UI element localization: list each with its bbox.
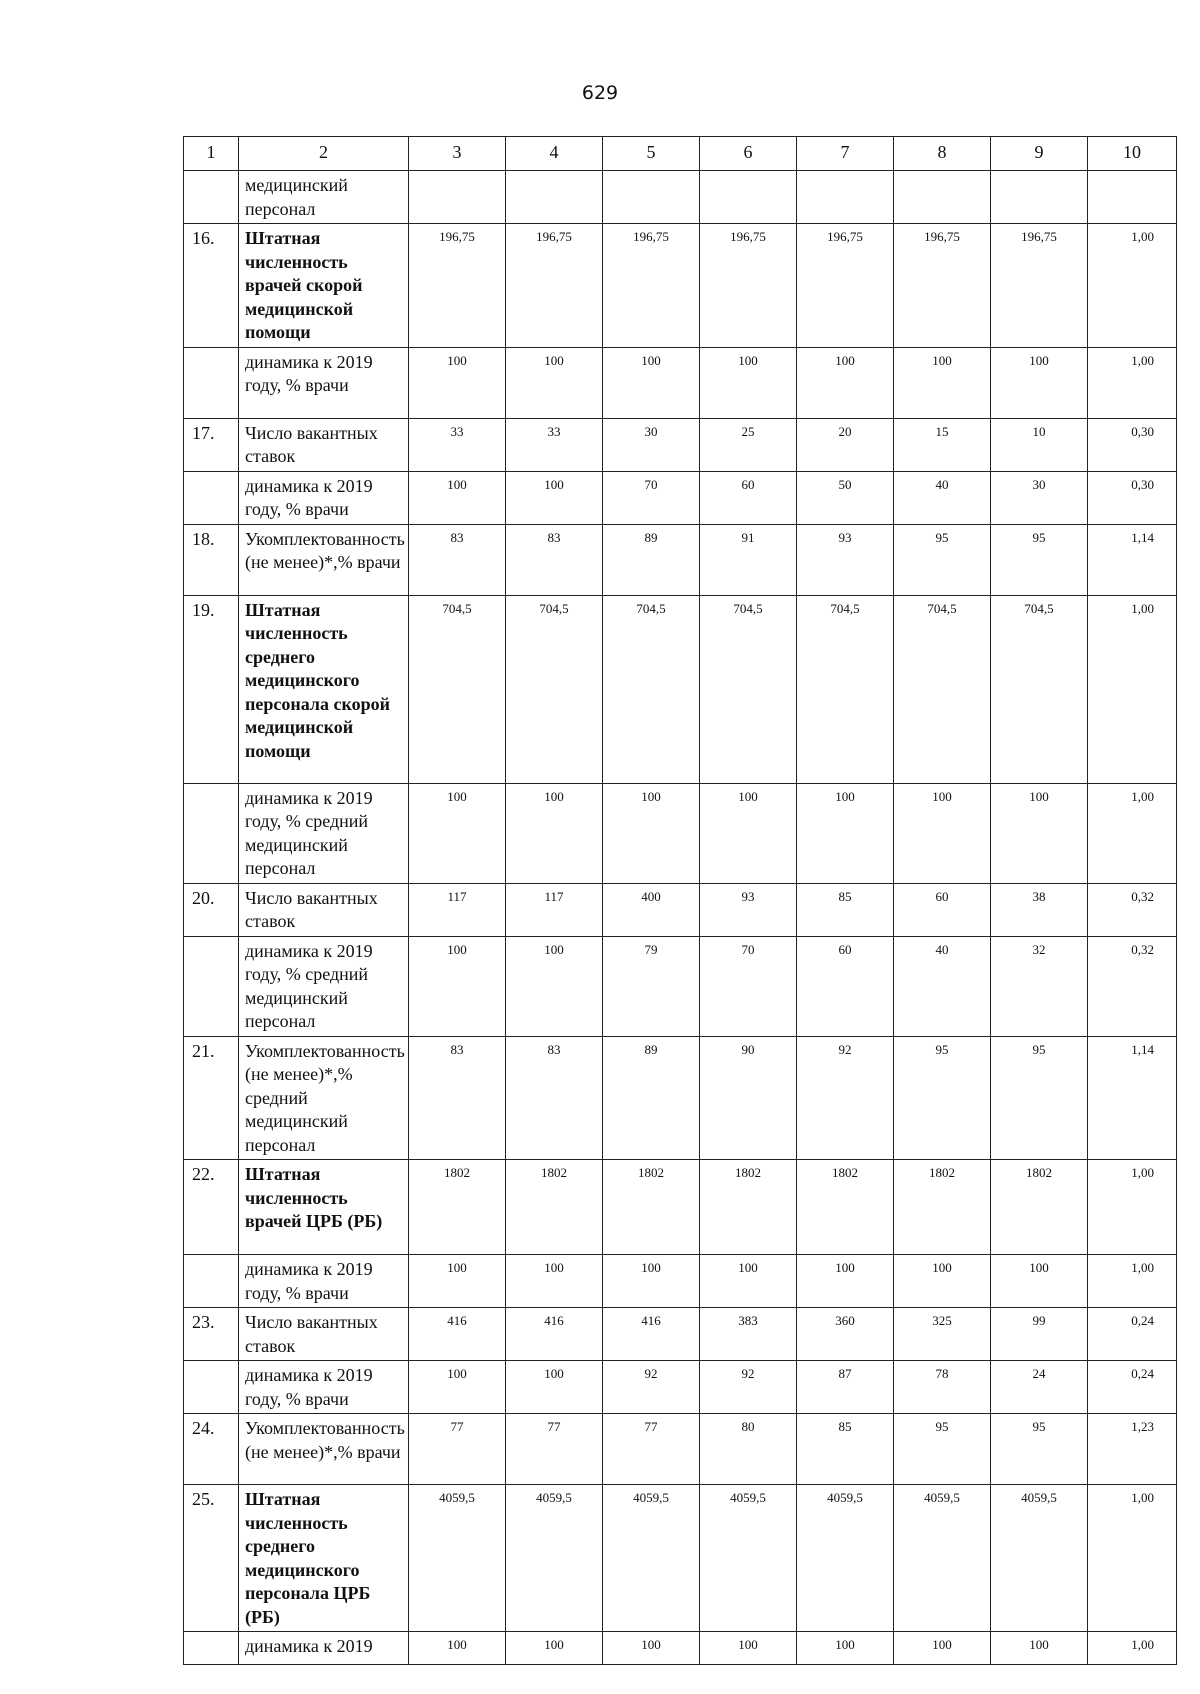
value-cell-col-7: 704,5 (797, 595, 894, 783)
value-cell-col-10: 0,32 (1088, 936, 1177, 1036)
value-cell-col-5: 704,5 (603, 595, 700, 783)
value-cell-col-9: 32 (991, 936, 1088, 1036)
value-cell-col-6: 383 (700, 1308, 797, 1361)
value-cell-col-9: 99 (991, 1308, 1088, 1361)
value-cell-col-4: 100 (506, 471, 603, 524)
value-cell-col-5: 79 (603, 936, 700, 1036)
column-header-3: 3 (409, 137, 506, 171)
column-header-9: 9 (991, 137, 1088, 171)
value-cell-col-6: 93 (700, 883, 797, 936)
value-cell-col-7: 85 (797, 883, 894, 936)
table-row (184, 936, 1177, 1036)
value-cell-col-8: 100 (894, 347, 991, 418)
table-row (184, 1632, 1177, 1665)
value-cell-col-9: 196,75 (991, 224, 1088, 348)
value-cell-col-6 (700, 171, 797, 224)
value-cell-col-6: 100 (700, 1632, 797, 1665)
value-cell-col-5: 100 (603, 1255, 700, 1308)
value-cell-col-6: 90 (700, 1036, 797, 1160)
value-cell-col-4: 100 (506, 1361, 603, 1414)
value-cell-col-10: 1,00 (1088, 595, 1177, 783)
value-cell-col-5: 89 (603, 524, 700, 595)
table-row (184, 1036, 1177, 1160)
value-cell-col-7: 20 (797, 418, 894, 471)
value-cell-col-8: 40 (894, 471, 991, 524)
value-cell-col-9: 100 (991, 1632, 1088, 1665)
value-cell-col-7: 1802 (797, 1160, 894, 1255)
value-cell-col-7: 93 (797, 524, 894, 595)
row-number: 21. (184, 1036, 239, 1160)
value-cell-col-5: 1802 (603, 1160, 700, 1255)
value-cell-col-4: 100 (506, 347, 603, 418)
column-header-10: 10 (1088, 137, 1177, 171)
value-cell-col-7: 85 (797, 1414, 894, 1485)
value-cell-col-5: 416 (603, 1308, 700, 1361)
value-cell-col-10: 1,00 (1088, 1632, 1177, 1665)
table-row (184, 1160, 1177, 1255)
value-cell-col-4: 100 (506, 936, 603, 1036)
table-row (184, 1414, 1177, 1485)
value-cell-col-4: 196,75 (506, 224, 603, 348)
value-cell-col-9: 24 (991, 1361, 1088, 1414)
column-header-5: 5 (603, 137, 700, 171)
value-cell-col-8: 95 (894, 1414, 991, 1485)
value-cell-col-6: 100 (700, 347, 797, 418)
row-number (184, 1255, 239, 1308)
row-label: медицинский персонал (239, 171, 409, 224)
value-cell-col-8: 40 (894, 936, 991, 1036)
value-cell-col-3: 100 (409, 1255, 506, 1308)
value-cell-col-7: 87 (797, 1361, 894, 1414)
value-cell-col-3: 100 (409, 347, 506, 418)
value-cell-col-10: 1,00 (1088, 1485, 1177, 1632)
value-cell-col-10: 1,14 (1088, 1036, 1177, 1160)
row-number: 17. (184, 418, 239, 471)
row-label: Штатная численность врачей ЦРБ (РБ) (239, 1160, 409, 1255)
value-cell-col-10: 1,00 (1088, 1160, 1177, 1255)
row-label: динамика к 2019 году, % средний медицинский персонал (239, 783, 409, 883)
column-header-2: 2 (239, 137, 409, 171)
value-cell-col-6: 704,5 (700, 595, 797, 783)
row-number (184, 471, 239, 524)
value-cell-col-6: 92 (700, 1361, 797, 1414)
value-cell-col-6: 196,75 (700, 224, 797, 348)
value-cell-col-10: 1,00 (1088, 783, 1177, 883)
value-cell-col-4: 83 (506, 524, 603, 595)
row-label: Штатная численность среднего медицинского персонала скорой медицинской помощи (239, 595, 409, 783)
table-row (184, 524, 1177, 595)
value-cell-col-8: 95 (894, 1036, 991, 1160)
value-cell-col-9 (991, 171, 1088, 224)
value-cell-col-6: 25 (700, 418, 797, 471)
value-cell-col-7: 100 (797, 347, 894, 418)
value-cell-col-7: 92 (797, 1036, 894, 1160)
column-header-1: 1 (184, 137, 239, 171)
table-row (184, 418, 1177, 471)
value-cell-col-8: 78 (894, 1361, 991, 1414)
row-number (184, 936, 239, 1036)
column-header-7: 7 (797, 137, 894, 171)
table-row (184, 1361, 1177, 1414)
value-cell-col-9: 100 (991, 347, 1088, 418)
value-cell-col-5 (603, 171, 700, 224)
value-cell-col-4: 4059,5 (506, 1485, 603, 1632)
column-header-6: 6 (700, 137, 797, 171)
value-cell-col-9: 95 (991, 1036, 1088, 1160)
value-cell-col-3: 100 (409, 1361, 506, 1414)
value-cell-col-4: 416 (506, 1308, 603, 1361)
value-cell-col-9: 1802 (991, 1160, 1088, 1255)
row-number: 22. (184, 1160, 239, 1255)
value-cell-col-10: 0,24 (1088, 1308, 1177, 1361)
value-cell-col-6: 91 (700, 524, 797, 595)
row-number: 19. (184, 595, 239, 783)
value-cell-col-8: 100 (894, 783, 991, 883)
table-row (184, 347, 1177, 418)
value-cell-col-4: 1802 (506, 1160, 603, 1255)
value-cell-col-9: 95 (991, 1414, 1088, 1485)
value-cell-col-3: 416 (409, 1308, 506, 1361)
value-cell-col-5: 100 (603, 783, 700, 883)
value-cell-col-4: 100 (506, 1255, 603, 1308)
value-cell-col-7: 100 (797, 783, 894, 883)
value-cell-col-5: 89 (603, 1036, 700, 1160)
row-label: Штатная численность среднего медицинского персонала ЦРБ (РБ) (239, 1485, 409, 1632)
indicators-table (183, 136, 1177, 1665)
row-number (184, 1361, 239, 1414)
row-number (184, 171, 239, 224)
value-cell-col-10: 1,00 (1088, 224, 1177, 348)
value-cell-col-5: 196,75 (603, 224, 700, 348)
row-number (184, 783, 239, 883)
value-cell-col-10: 0,30 (1088, 471, 1177, 524)
page-number: 629 (581, 82, 619, 104)
table-row (184, 471, 1177, 524)
value-cell-col-6: 60 (700, 471, 797, 524)
value-cell-col-6: 100 (700, 783, 797, 883)
value-cell-col-4: 117 (506, 883, 603, 936)
row-number: 23. (184, 1308, 239, 1361)
value-cell-col-8 (894, 171, 991, 224)
table-row (184, 224, 1177, 348)
value-cell-col-8: 4059,5 (894, 1485, 991, 1632)
value-cell-col-7: 60 (797, 936, 894, 1036)
value-cell-col-5: 400 (603, 883, 700, 936)
table-row (184, 171, 1177, 224)
table-row (184, 1308, 1177, 1361)
value-cell-col-3 (409, 171, 506, 224)
row-number: 20. (184, 883, 239, 936)
value-cell-col-8: 325 (894, 1308, 991, 1361)
value-cell-col-10: 1,14 (1088, 524, 1177, 595)
row-number (184, 347, 239, 418)
value-cell-col-6: 70 (700, 936, 797, 1036)
value-cell-col-3: 100 (409, 1632, 506, 1665)
value-cell-col-4 (506, 171, 603, 224)
value-cell-col-7: 360 (797, 1308, 894, 1361)
row-label: динамика к 2019 году, % врачи (239, 1255, 409, 1308)
value-cell-col-5: 77 (603, 1414, 700, 1485)
table-row (184, 595, 1177, 783)
value-cell-col-8: 95 (894, 524, 991, 595)
value-cell-col-5: 92 (603, 1361, 700, 1414)
value-cell-col-4: 100 (506, 1632, 603, 1665)
value-cell-col-8: 100 (894, 1255, 991, 1308)
row-number (184, 1632, 239, 1665)
value-cell-col-3: 77 (409, 1414, 506, 1485)
row-label: Укомплектованность (не менее)*,% врачи (239, 1414, 409, 1485)
row-number: 18. (184, 524, 239, 595)
row-label: Число вакантных ставок (239, 1308, 409, 1361)
row-label: динамика к 2019 году, % врачи (239, 471, 409, 524)
value-cell-col-9: 100 (991, 1255, 1088, 1308)
value-cell-col-8: 100 (894, 1632, 991, 1665)
column-header-4: 4 (506, 137, 603, 171)
value-cell-col-9: 704,5 (991, 595, 1088, 783)
value-cell-col-10: 0,30 (1088, 418, 1177, 471)
value-cell-col-10 (1088, 171, 1177, 224)
row-label: динамика к 2019 (239, 1632, 409, 1665)
value-cell-col-3: 100 (409, 936, 506, 1036)
value-cell-col-6: 4059,5 (700, 1485, 797, 1632)
value-cell-col-8: 196,75 (894, 224, 991, 348)
value-cell-col-3: 196,75 (409, 224, 506, 348)
value-cell-col-10: 1,00 (1088, 1255, 1177, 1308)
value-cell-col-8: 60 (894, 883, 991, 936)
value-cell-col-4: 704,5 (506, 595, 603, 783)
value-cell-col-7: 50 (797, 471, 894, 524)
value-cell-col-5: 100 (603, 347, 700, 418)
value-cell-col-4: 100 (506, 783, 603, 883)
value-cell-col-3: 100 (409, 783, 506, 883)
value-cell-col-9: 95 (991, 524, 1088, 595)
value-cell-col-10: 0,32 (1088, 883, 1177, 936)
value-cell-col-9: 100 (991, 783, 1088, 883)
value-cell-col-7: 100 (797, 1632, 894, 1665)
value-cell-col-7: 100 (797, 1255, 894, 1308)
value-cell-col-9: 38 (991, 883, 1088, 936)
value-cell-col-3: 704,5 (409, 595, 506, 783)
value-cell-col-10: 1,00 (1088, 347, 1177, 418)
table-body (184, 137, 1177, 1665)
row-label: динамика к 2019 году, % врачи (239, 1361, 409, 1414)
row-label: Число вакантных ставок (239, 418, 409, 471)
value-cell-col-3: 117 (409, 883, 506, 936)
value-cell-col-5: 30 (603, 418, 700, 471)
row-label: Укомплектованность (не менее)*,% средний медицинский персонал (239, 1036, 409, 1160)
row-label: Укомплектованность (не менее)*,% врачи (239, 524, 409, 595)
value-cell-col-6: 80 (700, 1414, 797, 1485)
value-cell-col-6: 100 (700, 1255, 797, 1308)
row-number: 16. (184, 224, 239, 348)
table-row (184, 783, 1177, 883)
column-header-8: 8 (894, 137, 991, 171)
value-cell-col-3: 4059,5 (409, 1485, 506, 1632)
header-row (184, 137, 1177, 171)
value-cell-col-8: 15 (894, 418, 991, 471)
value-cell-col-6: 1802 (700, 1160, 797, 1255)
row-label: динамика к 2019 году, % врачи (239, 347, 409, 418)
value-cell-col-7 (797, 171, 894, 224)
value-cell-col-9: 4059,5 (991, 1485, 1088, 1632)
value-cell-col-3: 83 (409, 1036, 506, 1160)
value-cell-col-8: 704,5 (894, 595, 991, 783)
value-cell-col-3: 100 (409, 471, 506, 524)
row-label: динамика к 2019 году, % средний медицинский персонал (239, 936, 409, 1036)
value-cell-col-4: 77 (506, 1414, 603, 1485)
value-cell-col-3: 33 (409, 418, 506, 471)
value-cell-col-9: 10 (991, 418, 1088, 471)
table-row (184, 1485, 1177, 1632)
value-cell-col-3: 1802 (409, 1160, 506, 1255)
value-cell-col-8: 1802 (894, 1160, 991, 1255)
row-label: Число вакантных ставок (239, 883, 409, 936)
value-cell-col-5: 4059,5 (603, 1485, 700, 1632)
value-cell-col-5: 70 (603, 471, 700, 524)
row-number: 25. (184, 1485, 239, 1632)
value-cell-col-9: 30 (991, 471, 1088, 524)
value-cell-col-7: 4059,5 (797, 1485, 894, 1632)
table-row (184, 1255, 1177, 1308)
value-cell-col-5: 100 (603, 1632, 700, 1665)
row-label: Штатная численность врачей скорой медицинской помощи (239, 224, 409, 348)
table-row (184, 883, 1177, 936)
value-cell-col-7: 196,75 (797, 224, 894, 348)
value-cell-col-3: 83 (409, 524, 506, 595)
value-cell-col-10: 0,24 (1088, 1361, 1177, 1414)
row-number: 24. (184, 1414, 239, 1485)
value-cell-col-4: 83 (506, 1036, 603, 1160)
value-cell-col-10: 1,23 (1088, 1414, 1177, 1485)
value-cell-col-4: 33 (506, 418, 603, 471)
